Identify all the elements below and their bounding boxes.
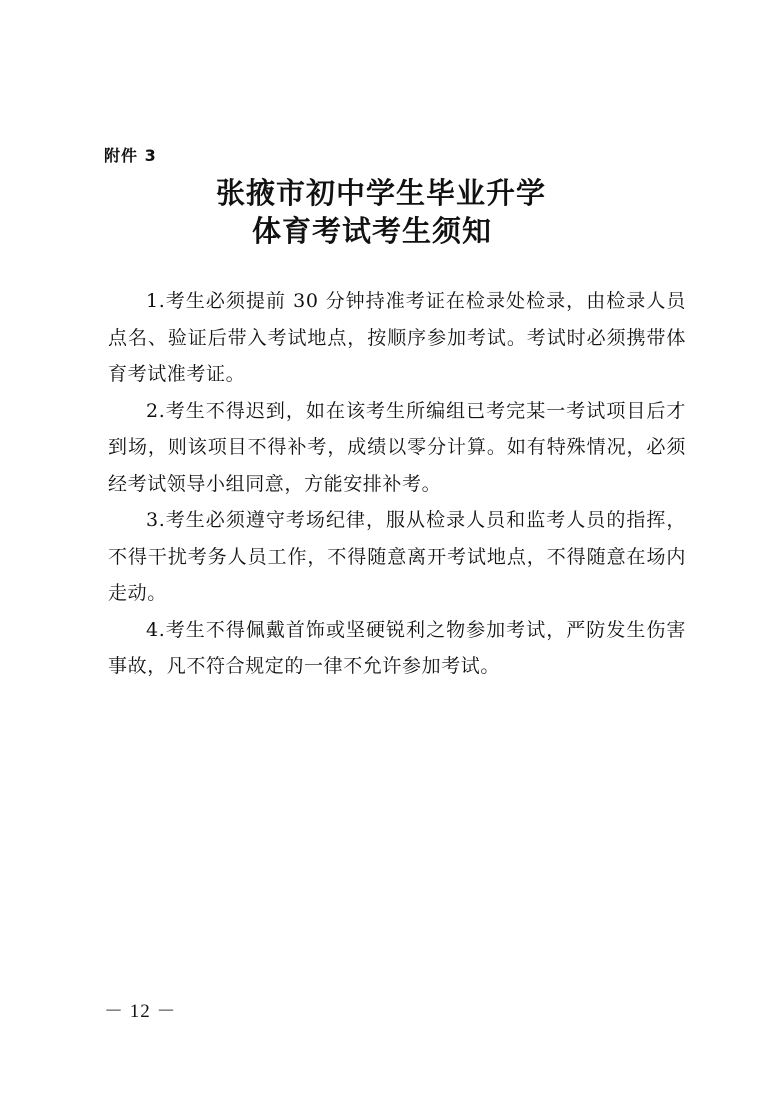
document-title-line-2: 体育考试考生须知 bbox=[252, 214, 493, 248]
document-title-line-1: 张掖市初中学生毕业升学 bbox=[216, 176, 547, 210]
attachment-label: 附件 3 bbox=[104, 146, 157, 165]
notice-item-3: 3.考生必须遵守考场纪律，服从检录人员和监考人员的指挥，不得干扰考务人员工作，不得随意离开考试地点，不得随意在场内走动。 bbox=[108, 509, 686, 604]
notice-item-1: 1.考生必须提前 30 分钟持准考证在检录处检录，由检录人员点名、验证后带入考试地点，按顺序参加考试。考试时必须携带体育考试准考证。 bbox=[108, 290, 686, 385]
notice-item-2: 2.考生不得迟到，如在该考生所编组已考完某一考试项目后才到场，则该项目不得补考，成绩以零分计算。如有特殊情况，必须经考试领导小组同意，方能安排补考。 bbox=[108, 399, 686, 495]
notice-item-4: 4.考生不得佩戴首饰或坚硬锐利之物参加考试，严防发生伤害事故，凡不符合规定的一律不允许参加考试。 bbox=[108, 618, 686, 677]
page-number: － 12 － bbox=[104, 1001, 177, 1022]
notice-body bbox=[108, 283, 686, 685]
